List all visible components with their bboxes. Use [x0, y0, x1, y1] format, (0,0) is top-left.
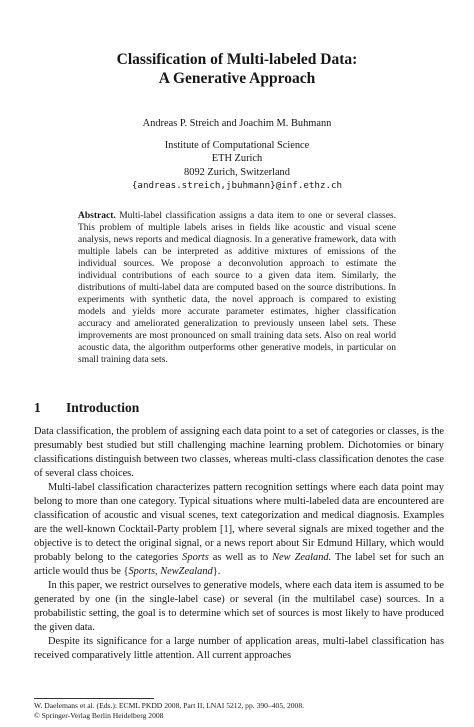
paragraph-1: Data classification, the problem of assigning each data point to a set of categories or classes, is the presumably best studied but still challenging machine learning problem. Dichotomies or binary classifications distinguish between two classes, whereas multi-class classification denotes the case of several class choices.	[34, 426, 444, 479]
paragraph-2-new-zealand: New Zealand.	[272, 552, 332, 563]
affiliation-block	[0, 139, 474, 193]
abstract	[78, 210, 396, 366]
affiliation-institute: Institute of Computational Science	[164, 140, 310, 151]
paragraph-2-text-b: as well as to	[208, 552, 273, 563]
paragraph-3: In this paper, we restrict ourselves to generative models, where each data item is assumed to be generated by one (in the single-label case) or several (in the multilabel case) sources. In a probabilistic setting, the goal is to determine which set of sources is most likely to have produced the given data.	[34, 580, 444, 633]
paragraph-2-text-c: The label set for such an article would thus be {	[34, 552, 444, 577]
affiliation-email: {andreas.streich,jbuhmann}@inf.ethz.ch	[131, 180, 343, 192]
section-heading	[34, 399, 444, 416]
abstract-label: Abstract.	[78, 211, 116, 221]
paragraph-2-text-d: }.	[212, 566, 221, 577]
paragraph-2	[34, 481, 444, 579]
footer-line-1: W. Daelemans et al. (Eds.): ECML PKDD 2008, Part II, LNAI 5212, pp. 390–405, 2008.	[34, 701, 305, 710]
paragraph-4: Despite its significance for a large number of application areas, multi-label classification has received comparatively little attention. All current approaches	[34, 636, 444, 661]
footer-citation	[34, 701, 444, 720]
paragraph-2-sports: Sports	[182, 552, 209, 563]
footer-line-2: © Springer-Verlag Berlin Heidelberg 2008	[34, 710, 164, 720]
section-number: 1	[34, 400, 41, 415]
affiliation-address: 8092 Zurich, Switzerland	[184, 166, 290, 178]
abstract-text: Multi-label classification assigns a data item to one or several classes. This problem of multiple labels arises in fields like acoustic and visual scene analysis, news reports and medical diagnosis. In a generative framework, data with multiple labels can be interpreted as additive mixtures of emissions of the individual sources. We propose a deconvolution approach to estimate the individual contributions of each source to a given data item. Similarly, the distributions of multi-label data are computed based on the source distributions. In experiments with synthetic data, the novel approach is compared to existing models and yields more accurate parameter estimates, higher classification accuracy and ameliorated generalization to previously unseen label sets. These improvements are most pronounced on small training data sets. Also on real world acoustic data, the algorithm outperforms other generative models, in particular on small training data sets.	[78, 211, 396, 365]
paragraph-2-label-set: Sports, NewZealand	[128, 566, 213, 577]
affiliation-school: ETH Zurich	[211, 153, 263, 165]
section-title: Introduction	[66, 400, 140, 415]
title-line-1: Classification of Multi-labeled Data:	[116, 51, 358, 68]
paper-title	[0, 50, 474, 88]
footnote-rule	[34, 698, 154, 699]
title-line-2: A Generative Approach	[158, 70, 316, 87]
section-body	[34, 425, 444, 663]
author-list: Andreas P. Streich and Joachim M. Buhmann	[142, 118, 332, 129]
paragraph-2-text-a: Multi-label classification characterizes pattern recognition settings where each data point may belong to more than one category. Typical situations where multi-labeled data are encountered are classification of acoustic and visual scenes, text categorization and medical diagnosis. Examples are the well-known Cocktail-Party problem [1], where several signals are mixed together and the objective is to detect the original signal, or a news report about Sir Edmund Hillary, which would probably belong to the categories	[34, 482, 444, 563]
